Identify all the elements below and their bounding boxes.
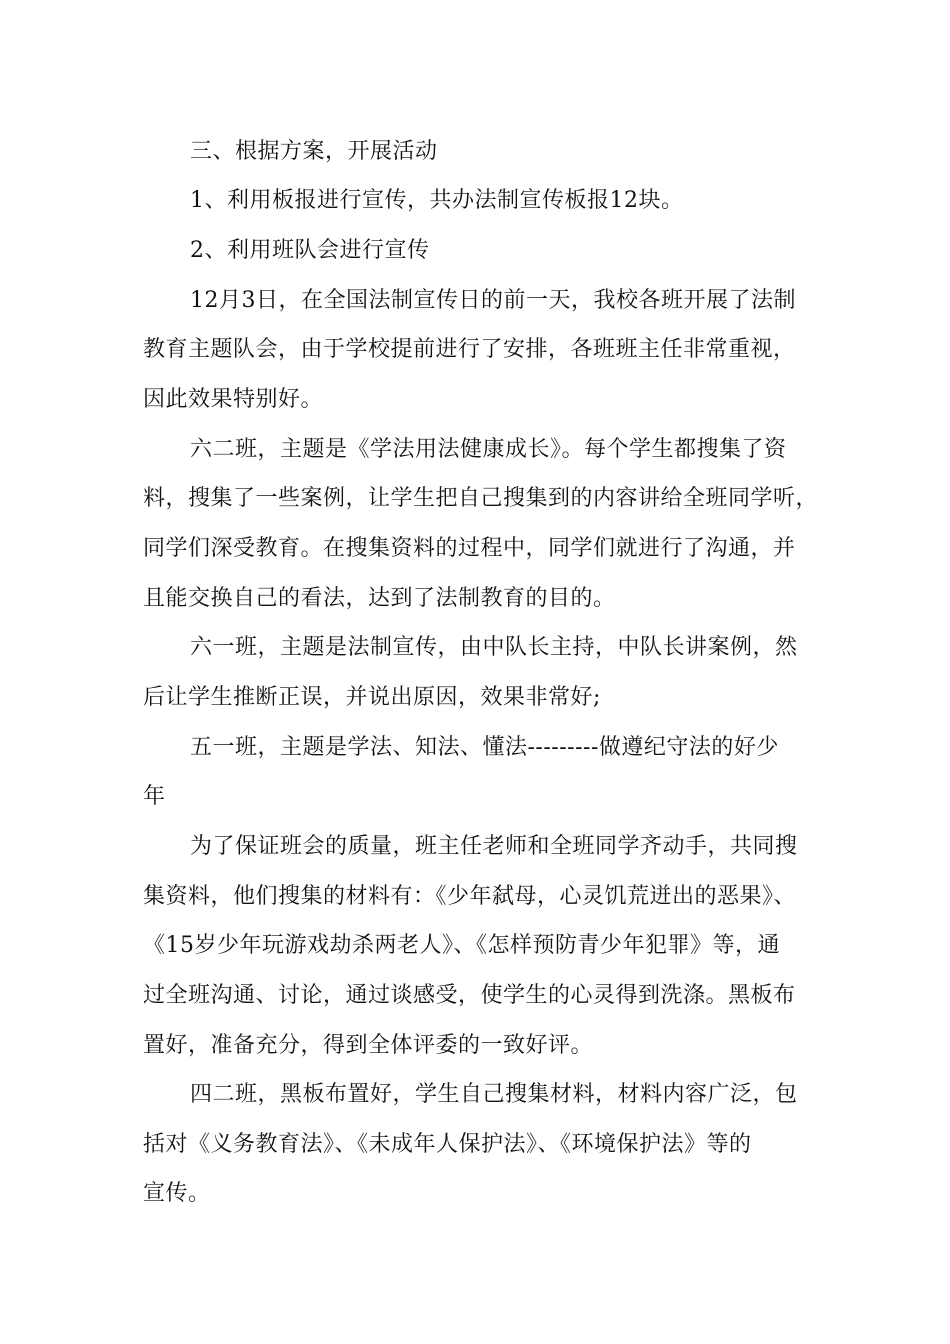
paragraph-line: 为了保证班会的质量，班主任老师和全班同学齐动手，共同搜 (190, 834, 798, 859)
paragraph-line: 集资料，他们搜集的材料有：《少年弑母，心灵饥荒迸出的恶果》、 (143, 884, 797, 909)
paragraph-line: 五一班，主题是学法、知法、懂法---------做遵纪守法的好少 (190, 735, 779, 760)
paragraph-line: 括对《义务教育法》、《未成年人保护法》、《环境保护法》等的 (143, 1132, 752, 1157)
paragraph-line: 且能交换自己的看法，达到了法制教育的目的。 (143, 586, 616, 611)
paragraph-line: 后让学生推断正误，并说出原因，效果非常好; (143, 685, 601, 710)
paragraph-line: 因此效果特别好。 (143, 387, 324, 412)
paragraph-line: 宣传。 (143, 1181, 211, 1206)
paragraph-line: 置好，准备充分，得到全体评委的一致好评。 (143, 1033, 594, 1058)
paragraph-line: 四二班，黑板布置好，学生自己搜集材料，材料内容广泛，包 (190, 1082, 798, 1107)
paragraph-line: 教育主题队会，由于学校提前进行了安排，各班班主任非常重视， (143, 337, 796, 362)
paragraph-line: 六一班，主题是法制宣传，由中队长主持，中队长讲案例，然 (190, 635, 798, 660)
paragraph-line: 六二班，主题是《学法用法健康成长》。每个学生都搜集了资 (190, 437, 787, 462)
paragraph-line: 过全班沟通、讨论，通过谈感受，使学生的心灵得到洗涤。黑板布 (143, 983, 796, 1008)
list-item: 1、利用板报进行宣传，共办法制宣传板报12块。 (190, 188, 684, 213)
paragraph-line: 12月3日，在全国法制宣传日的前一天，我校各班开展了法制 (190, 288, 796, 313)
list-item: 2、利用班队会进行宣传 (190, 238, 430, 263)
paragraph-line: 料，搜集了一些案例，让学生把自己搜集到的内容讲给全班同学听， (143, 486, 819, 511)
paragraph-line: 年 (143, 784, 166, 809)
paragraph-line: 《15岁少年玩游戏劫杀两老人》、《怎样预防青少年犯罪》等，通 (143, 933, 780, 958)
paragraph-line: 同学们深受教育。在搜集资料的过程中，同学们就进行了沟通，并 (143, 536, 796, 561)
section-heading: 三、根据方案，开展活动 (190, 139, 438, 164)
